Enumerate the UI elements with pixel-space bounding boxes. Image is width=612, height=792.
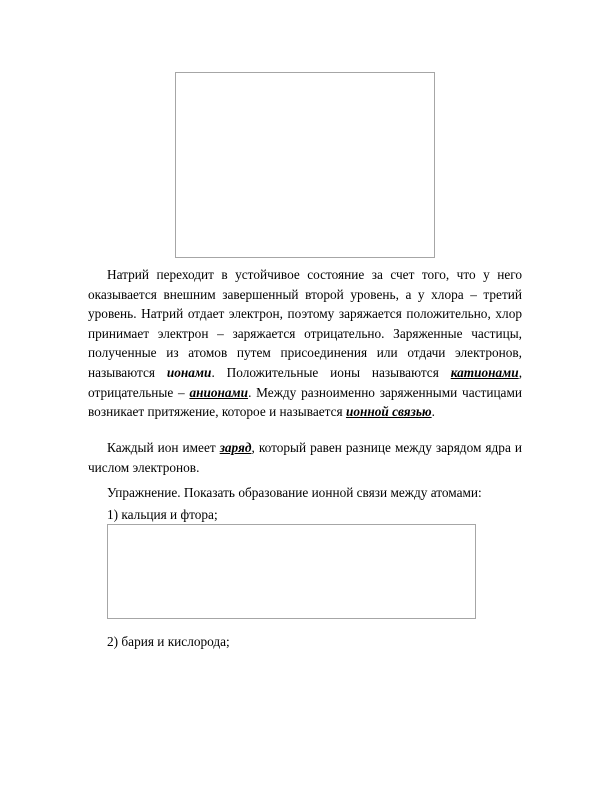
paragraph2-text-2: , который равен разнице между зарядом ядра и числом электронов.	[88, 440, 522, 475]
term-cations: катионами	[450, 364, 519, 380]
paragraph-ion-charge	[88, 438, 522, 477]
paragraph1-text-3: , отрицательные –	[88, 364, 523, 400]
paragraph-ionic-bond	[88, 265, 522, 422]
paragraph1-text-2: . Положительные ионы называются	[211, 364, 439, 380]
term-anions: анионами	[189, 384, 249, 400]
paragraph1-text-5: .	[431, 404, 435, 420]
answer-box-1[interactable]	[107, 524, 476, 619]
paragraph1-text-1: Натрий переходит в устойчивое состояние за счет того, что у него оказывается внешним завершенный второй уровень, а у хлора – третий уровень. Натрий отдает электрон, поэтому заряжается положительно, хлор принимает электрон – заряжается отрицательно. Заряженные частицы, полученные из атомов путем присоединения или отдачи электронов, называются	[88, 267, 522, 380]
exercise-title: Упражнение. Показать образование ионной связи между атомами:	[107, 485, 482, 500]
paragraph2-text-1: Каждый ион имеет	[107, 440, 216, 455]
term-ions: ионами	[166, 364, 212, 380]
term-ionic-bond: ионной связью	[345, 404, 432, 420]
paragraph1-text-4: . Между разноименно заряженными частицами возникает притяжение, которое и называется	[88, 384, 522, 420]
image-placeholder	[175, 72, 435, 258]
exercise-item-1: 1) кальция и фтора;	[107, 507, 218, 522]
term-charge: заряд	[219, 440, 252, 455]
exercise-item-2: 2) бария и кислорода;	[107, 634, 230, 649]
